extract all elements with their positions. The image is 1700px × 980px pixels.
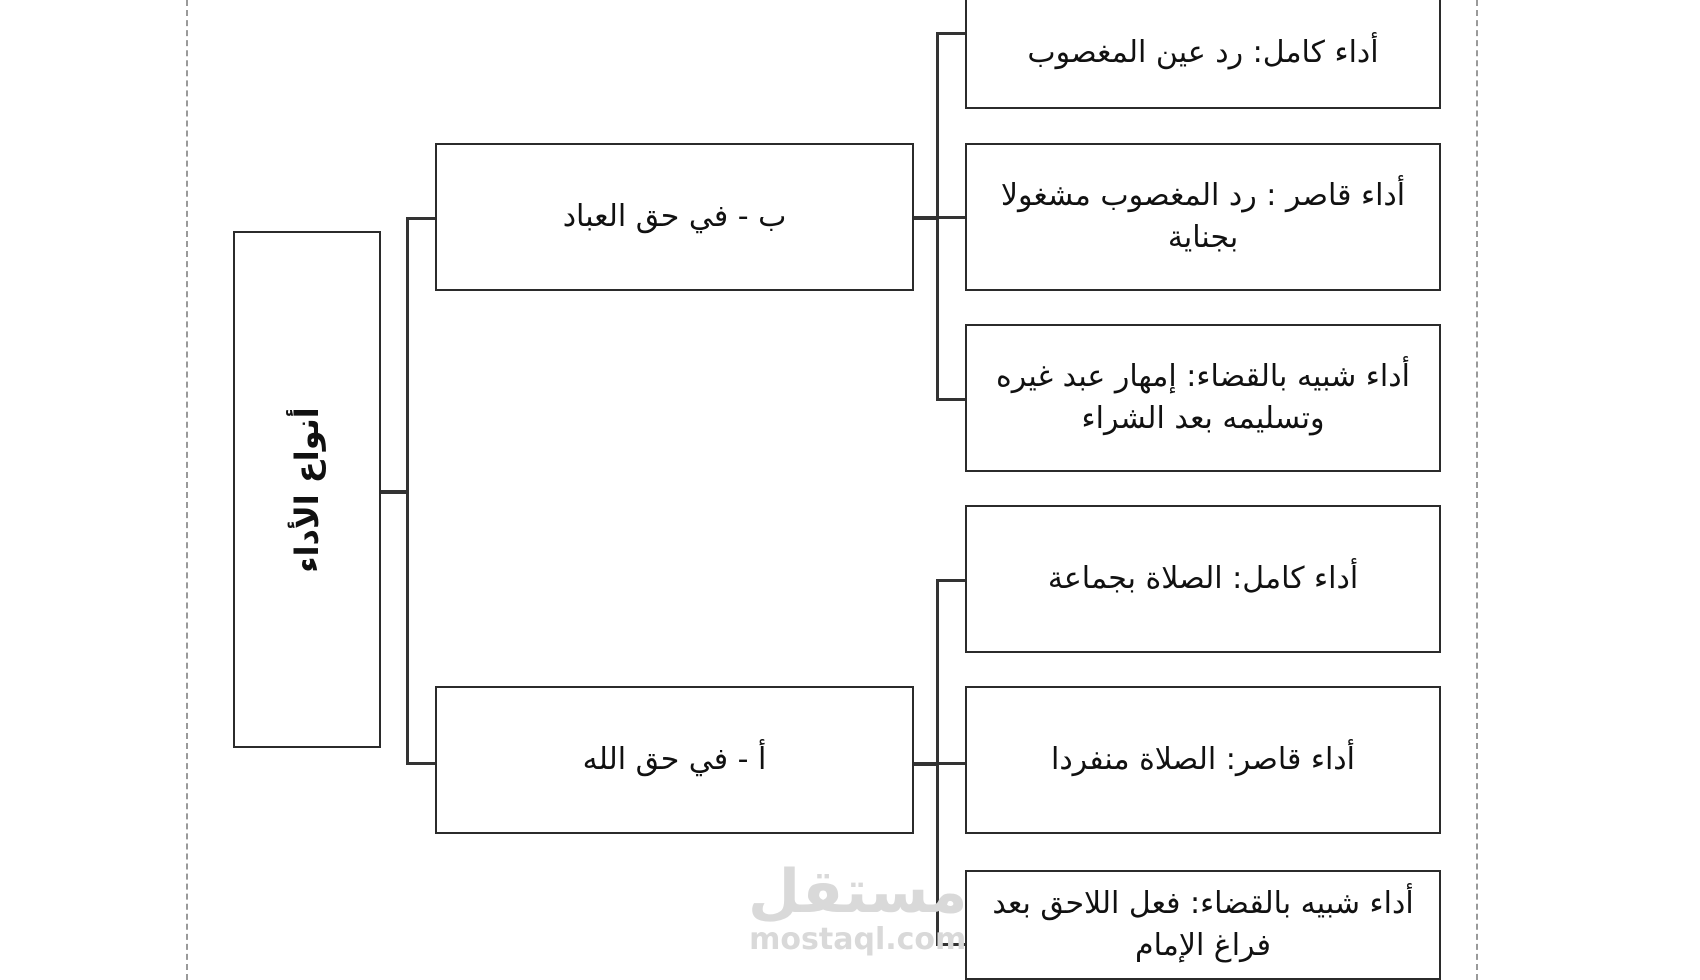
watermark-arabic: مستقل [748, 857, 968, 927]
leaf-label: أداء كامل: الصلاة بجماعة [1047, 561, 1359, 596]
connector-branch-1 [406, 217, 436, 220]
connector-branch-1-item-3 [936, 398, 966, 401]
branch-node-rights-of-god [435, 686, 914, 834]
connector-branch-2-stub [914, 762, 938, 766]
leaf-label: أداء قاصر: الصلاة منفردا [1050, 742, 1355, 777]
branch-label: ب - في حق العباد [562, 199, 787, 234]
watermark-latin: mostaql.com [749, 922, 967, 957]
connector-branch-1-item-2 [936, 216, 966, 219]
leaf-label: أداء كامل: رد عين المغصوب [1027, 34, 1379, 70]
leaf-label: أداء قاصر : رد المغصوب مشغولا بجناية [1000, 178, 1406, 255]
leaf-node-complete-performance [965, 505, 1441, 653]
connector-root-stub [380, 490, 408, 494]
right-dashed-border [1476, 0, 1478, 980]
left-dashed-border [186, 0, 188, 980]
watermark-logo [748, 857, 968, 957]
leaf-node-deficient-performance [965, 143, 1441, 291]
connector-root-spine [406, 217, 409, 764]
root-node [233, 231, 381, 748]
connector-branch-1-item-1 [936, 32, 966, 35]
leaf-node-quasi-makeup-performance [965, 870, 1441, 980]
leaf-label: أداء شبيه بالقضاء: إمهار عبد غيره وتسليمه بعد الشراء [996, 359, 1410, 436]
branch-label: أ - في حق الله [582, 742, 767, 777]
connector-branch-2 [406, 762, 436, 765]
connector-branch-1-stub [914, 216, 938, 220]
leaf-label: أداء شبيه بالقضاء: فعل اللاحق بعد فراغ الإمام [992, 886, 1414, 963]
root-label: أنواع الأداء [288, 406, 326, 573]
leaf-node-deficient-performance [965, 686, 1441, 834]
leaf-node-complete-performance [965, 0, 1441, 109]
leaf-node-quasi-makeup-performance [965, 324, 1441, 472]
connector-branch-2-item-2 [936, 762, 966, 765]
branch-node-rights-of-people [435, 143, 914, 291]
connector-branch-2-item-1 [936, 579, 966, 582]
